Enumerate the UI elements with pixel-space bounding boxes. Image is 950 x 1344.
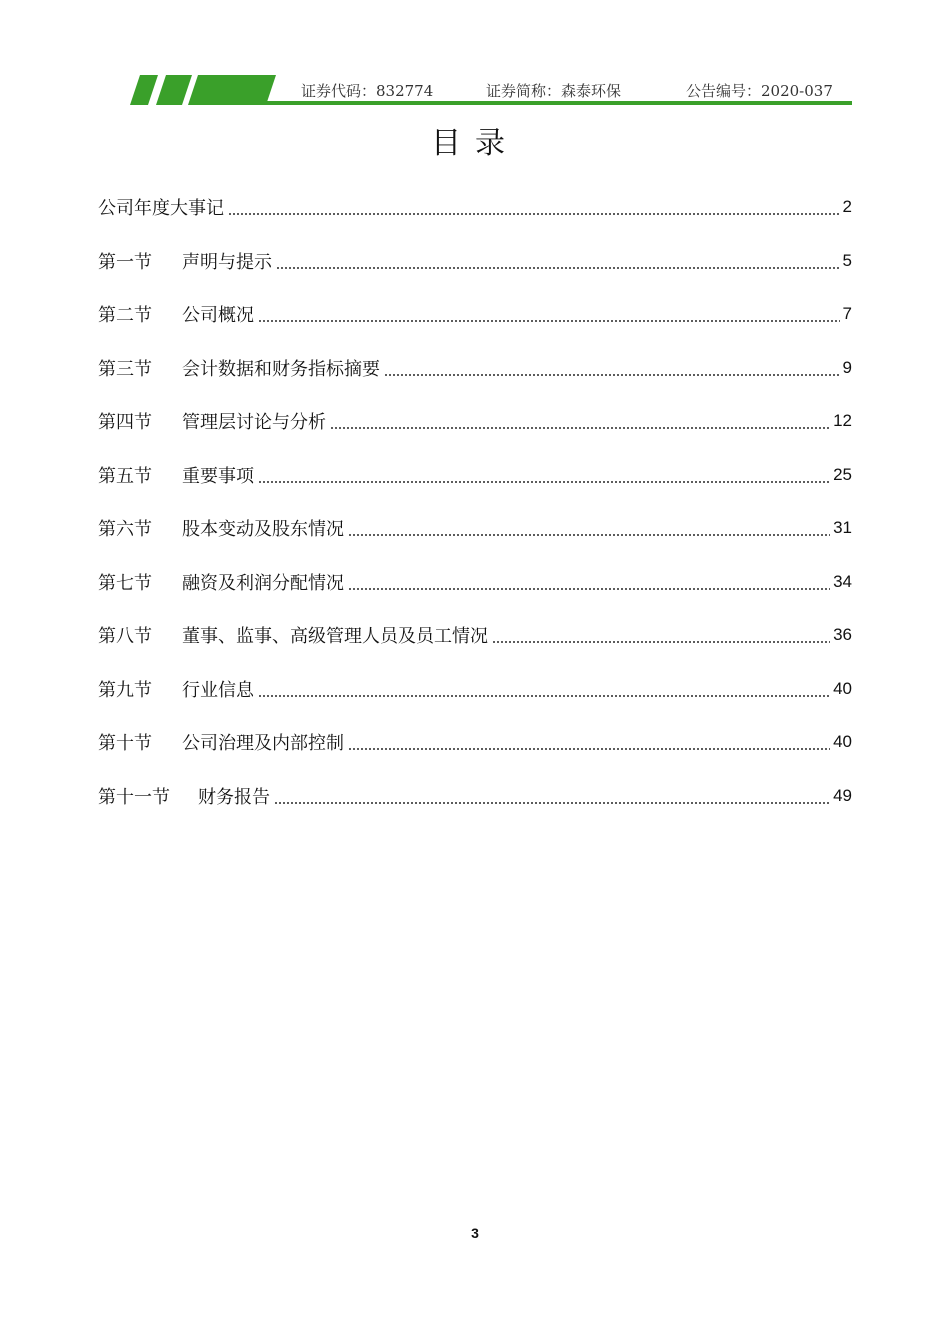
toc-title: 公司年度大事记 <box>98 198 224 219</box>
footer-page-number: 3 <box>471 1225 479 1241</box>
toc-title: 行业信息 <box>182 679 254 701</box>
toc-row[interactable] <box>98 514 852 542</box>
stock-code: 证券代码：832774 <box>301 82 434 100</box>
toc-leader <box>384 374 840 376</box>
toc-leader <box>492 641 830 643</box>
page-title: 目录 <box>431 126 519 161</box>
toc-page: 40 <box>833 732 852 751</box>
toc-title: 股本变动及股东情况 <box>182 519 344 540</box>
toc-section: 第五节 <box>98 465 152 487</box>
toc-title: 声明与提示 <box>182 251 272 273</box>
toc-row[interactable] <box>98 354 852 382</box>
toc-row[interactable] <box>98 728 852 756</box>
toc-section: 第九节 <box>98 679 152 701</box>
toc-title: 会计数据和财务指标摘要 <box>182 358 380 380</box>
toc-page: 40 <box>833 678 852 698</box>
toc-page: 31 <box>833 518 852 537</box>
toc-row[interactable] <box>98 675 852 703</box>
toc-section: 第十节 <box>98 733 152 754</box>
toc-section: 第四节 <box>98 412 152 433</box>
toc-row[interactable] <box>98 300 852 328</box>
toc-title: 公司治理及内部控制 <box>182 733 344 754</box>
toc-title: 重要事项 <box>182 465 254 487</box>
toc-leader <box>276 267 840 269</box>
toc-page: 9 <box>842 357 852 377</box>
toc-page: 25 <box>833 464 852 484</box>
toc-leader <box>258 695 830 697</box>
toc-row[interactable] <box>98 247 852 275</box>
toc-section: 第一节 <box>98 251 152 273</box>
toc-leader <box>228 213 840 215</box>
toc-section: 第十一节 <box>98 786 170 808</box>
toc-row[interactable] <box>98 193 852 221</box>
toc-title: 董事、监事、高级管理人员及员工情况 <box>182 626 488 647</box>
toc-section: 第二节 <box>98 305 152 326</box>
toc-leader <box>330 427 830 429</box>
header-rule <box>262 101 852 105</box>
company-logo-stripes-icon <box>130 75 276 105</box>
toc-section: 第七节 <box>98 572 152 594</box>
toc-page: 5 <box>842 250 852 270</box>
toc-page: 49 <box>833 785 852 805</box>
toc-leader <box>348 588 830 590</box>
toc-row[interactable] <box>98 568 852 596</box>
toc-section: 第八节 <box>98 626 152 647</box>
toc-page: 36 <box>833 625 852 644</box>
toc-leader <box>274 802 830 804</box>
page-header <box>130 72 852 106</box>
toc-page: 2 <box>842 197 852 216</box>
toc-title: 管理层讨论与分析 <box>182 412 326 433</box>
toc-title: 公司概况 <box>182 305 254 326</box>
toc-page: 12 <box>833 411 852 430</box>
toc-row[interactable] <box>98 461 852 489</box>
toc-title: 财务报告 <box>198 786 270 808</box>
toc-section: 第三节 <box>98 358 152 380</box>
toc-leader <box>258 320 840 322</box>
toc-row[interactable] <box>98 621 852 649</box>
toc-page: 34 <box>833 571 852 591</box>
toc-row[interactable] <box>98 782 852 810</box>
toc-leader <box>258 481 830 483</box>
stock-name: 证券简称：森泰环保 <box>486 82 622 100</box>
toc-leader <box>348 748 830 750</box>
toc-title: 融资及利润分配情况 <box>182 572 344 594</box>
announcement-number: 公告编号：2020-037 <box>686 82 833 100</box>
toc-page: 7 <box>842 304 852 323</box>
toc-leader <box>348 534 830 536</box>
toc-section: 第六节 <box>98 519 152 540</box>
toc-row[interactable] <box>98 407 852 435</box>
